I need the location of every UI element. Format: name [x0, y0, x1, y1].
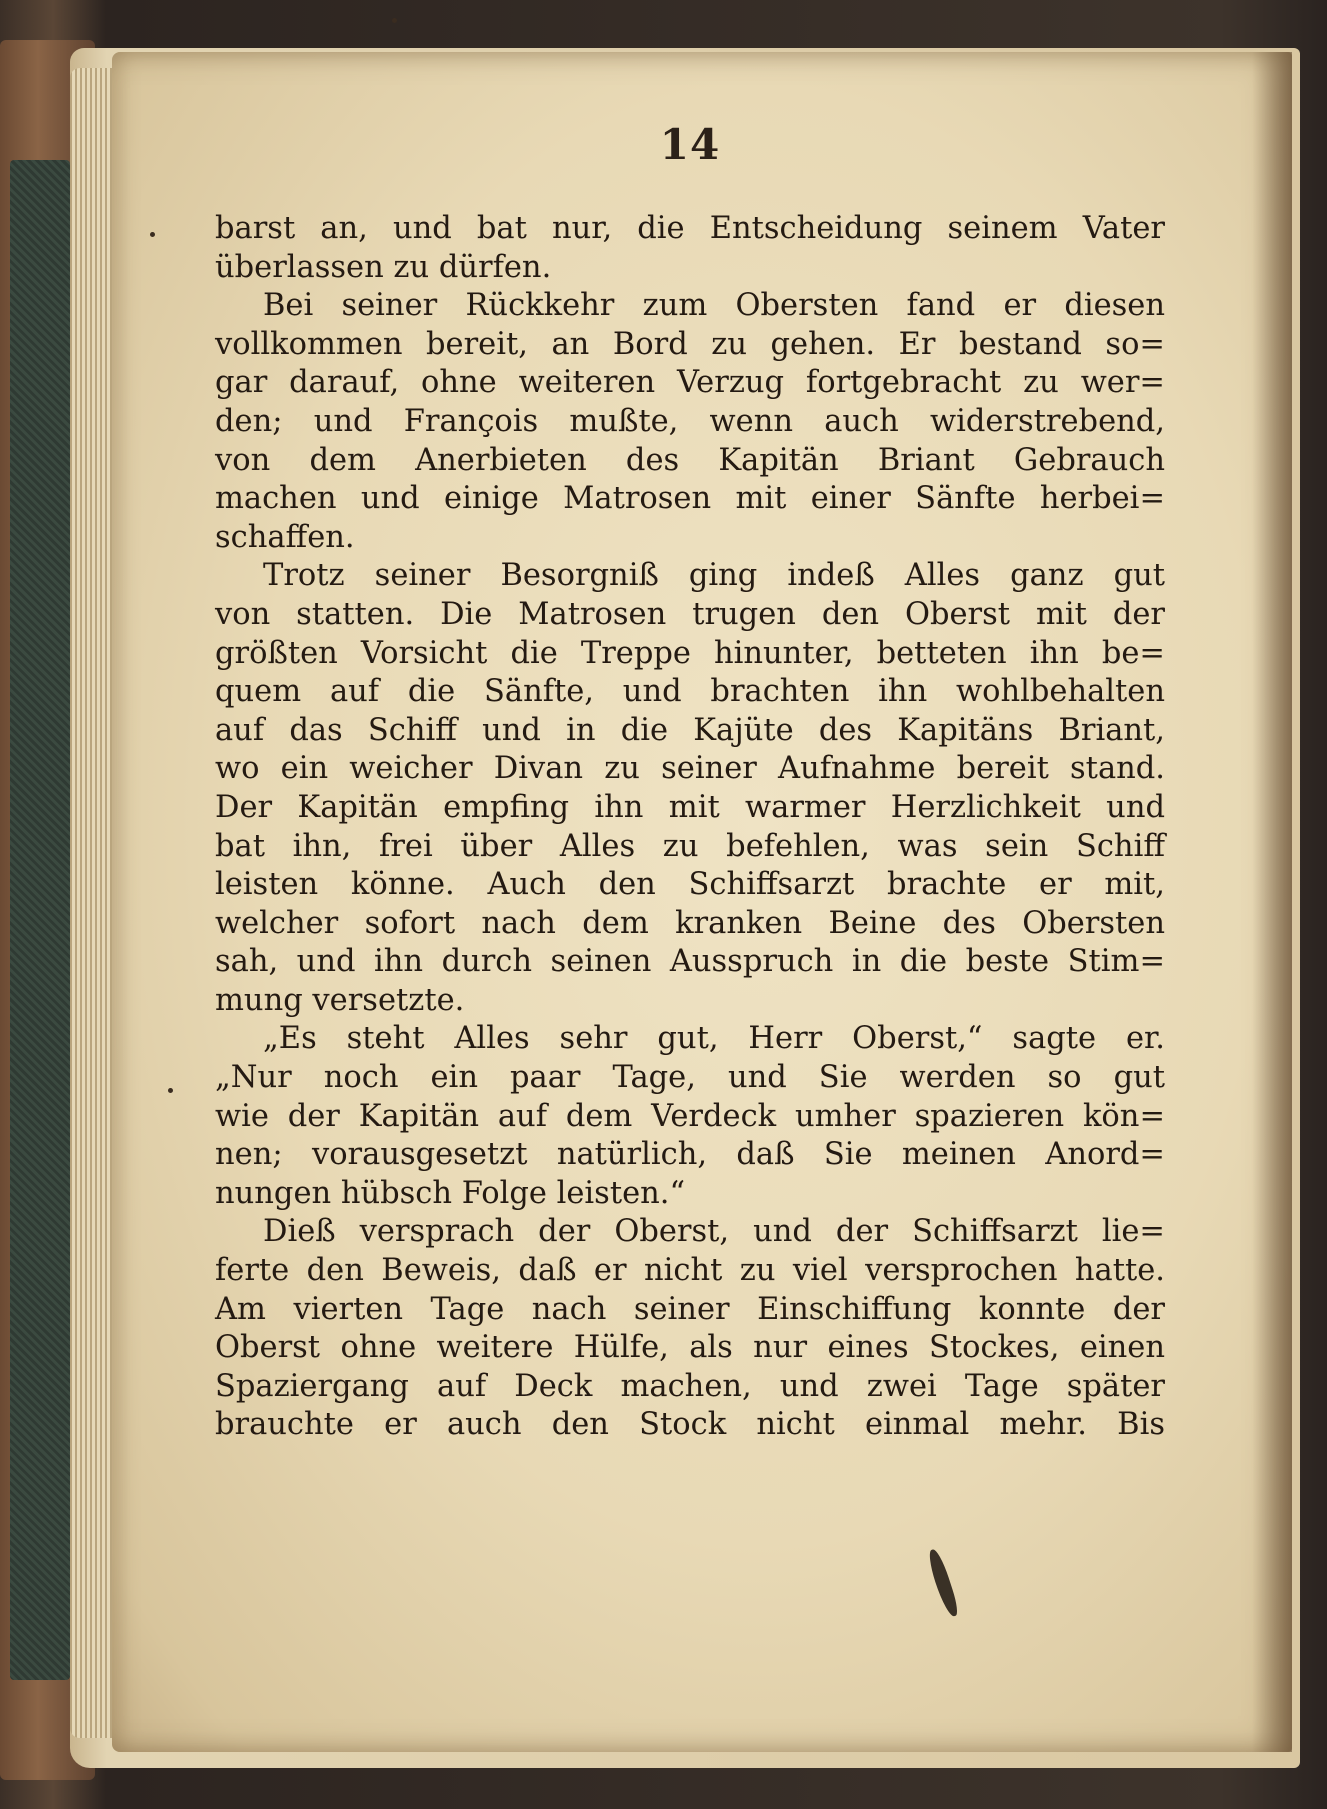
- text-line: quem auf die Sänfte, und brachten ihn wohlbehalten: [215, 674, 1165, 710]
- text-line: Trotz seiner Besorgniß ging indeß Alles ganz gut: [263, 558, 1165, 594]
- text-line: von statten. Die Matrosen trugen den Oberst mit der: [215, 596, 1165, 632]
- text-line: Am vierten Tage nach seiner Einschiffung konnte der: [215, 1291, 1165, 1327]
- cover-cloth: [10, 160, 70, 1680]
- text-line: überlassen zu dürfen.: [215, 249, 552, 285]
- text-line: nungen hübsch Folge leisten.“: [215, 1175, 686, 1211]
- text-line: ferte den Beweis, daß er nicht zu viel versprochen hatte.: [215, 1253, 1165, 1289]
- text-line: schaffen.: [215, 519, 355, 555]
- paper-speck: [150, 232, 155, 237]
- text-line: Dieß versprach der Oberst, und der Schiffsarzt lie=: [263, 1214, 1165, 1250]
- text-line: barst an, und bat nur, die Entscheidung seinem Vater: [215, 211, 1165, 246]
- paper-speck: [168, 1088, 173, 1093]
- text-line: Bei seiner Rückkehr zum Obersten fand er diesen: [263, 288, 1165, 324]
- text-line: wie der Kapitän auf dem Verdeck umher spazieren kön=: [215, 1098, 1165, 1134]
- text-line: mung versetzte.: [215, 982, 465, 1018]
- page-number: 14: [659, 120, 721, 169]
- text-line: Der Kapitän empfing ihn mit warmer Herzlichkeit und: [215, 789, 1165, 825]
- text-line: Spaziergang auf Deck machen, und zwei Tage später: [215, 1368, 1165, 1404]
- text-line: größten Vorsicht die Treppe hinunter, betteten ihn be=: [215, 635, 1165, 671]
- text-line: gar darauf, ohne weiteren Verzug fortgebracht zu wer=: [215, 365, 1165, 401]
- text-line: vollkommen bereit, an Bord zu gehen. Er bestand so=: [215, 326, 1165, 362]
- page-gutter: [1252, 52, 1292, 1752]
- text-line: „Es steht Alles sehr gut, Herr Oberst,“ sagte er.: [263, 1021, 1165, 1057]
- text-line: „Nur noch ein paar Tage, und Sie werden so gut: [215, 1060, 1165, 1096]
- page-text: [215, 210, 1165, 1445]
- text-line: machen und einige Matrosen mit einer Sänfte herbei=: [215, 481, 1165, 517]
- text-line: welcher sofort nach dem kranken Beine des Obersten: [215, 905, 1165, 941]
- text-line: brauchte er auch den Stock nicht einmal mehr. Bis: [215, 1407, 1165, 1443]
- paper-speck: [392, 18, 397, 23]
- text-line: bat ihn, frei über Alles zu befehlen, was sein Schiff: [215, 828, 1165, 864]
- text-line: auf das Schiff und in die Kajüte des Kapitäns Briant,: [215, 712, 1165, 748]
- text-line: wo ein weicher Divan zu seiner Aufnahme bereit stand.: [215, 751, 1165, 787]
- text-line: leisten könne. Auch den Schiffsarzt brachte er mit,: [215, 867, 1165, 903]
- text-line: sah, und ihn durch seinen Ausspruch in die beste Stim=: [215, 944, 1165, 980]
- text-line: von dem Anerbieten des Kapitän Briant Gebrauch: [215, 442, 1165, 478]
- text-line: den; und François mußte, wenn auch widerstrebend,: [215, 403, 1165, 439]
- text-line: nen; vorausgesetzt natürlich, daß Sie meinen Anord=: [215, 1137, 1165, 1173]
- text-line: Oberst ohne weitere Hülfe, als nur eines Stockes, einen: [215, 1330, 1165, 1366]
